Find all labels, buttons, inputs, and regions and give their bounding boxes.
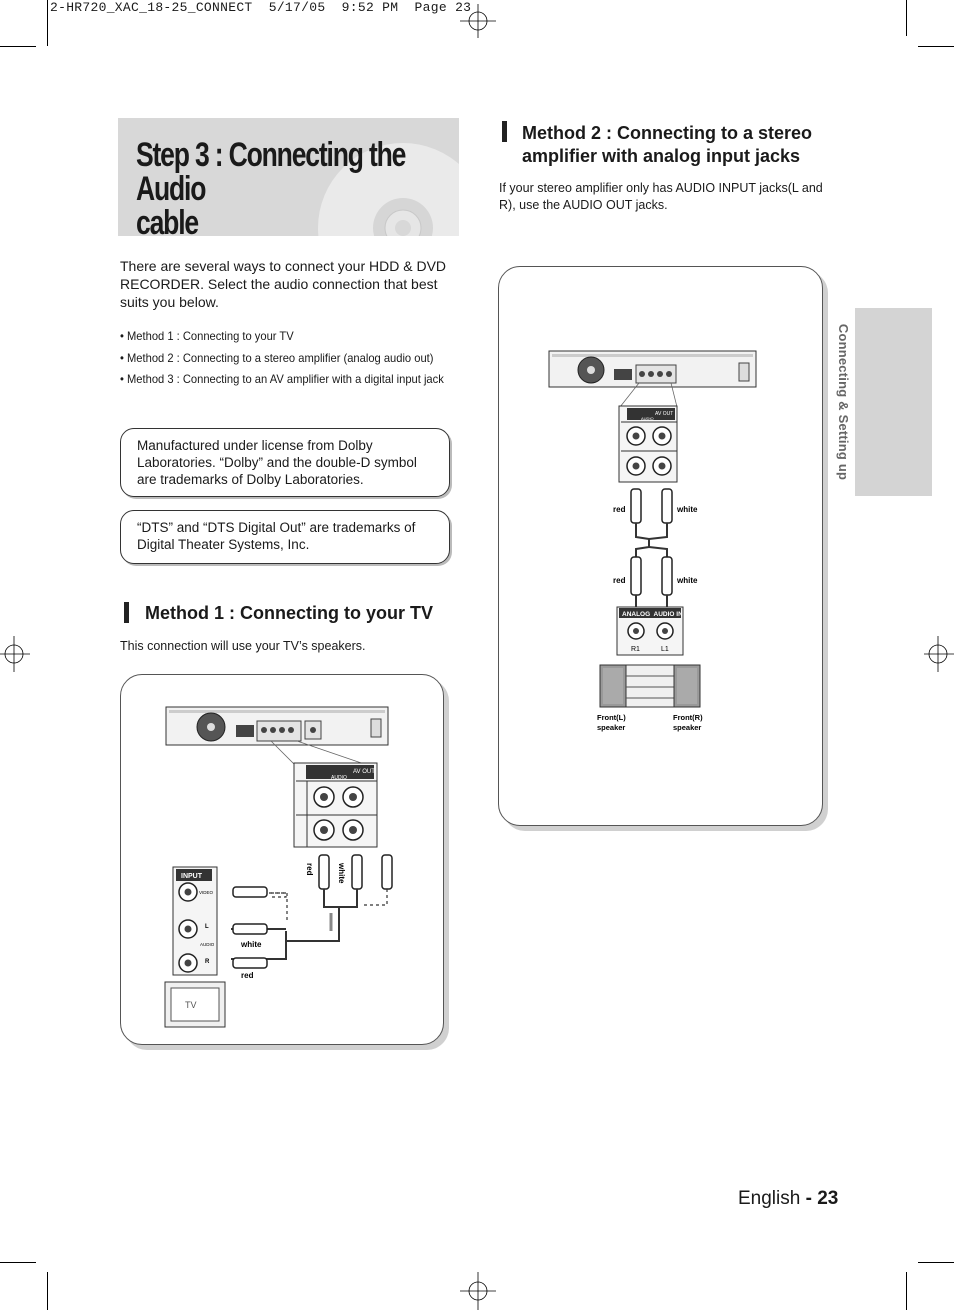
jack-l-label: L [205,924,209,930]
jack-audio-label: AUDIO [200,942,215,947]
white-label-top: white [677,505,698,514]
crop-mark [0,46,36,47]
white-label: white [241,940,262,949]
registration-mark [0,636,30,672]
list-item: • Method 2 : Connecting to a stereo amplifier (analog audio out) [120,350,434,365]
rca-plug-red [631,557,641,595]
cable-white-label: white [337,863,346,884]
registration-mark [924,636,954,672]
red-label: red [241,971,254,980]
method1-diagram [120,674,444,1045]
intro-paragraph: There are several ways to connect your HDD & DVD RECORDER. Select the audio connection that best suits you below. [120,258,447,310]
front-right-sub: speaker [673,723,702,732]
crop-mark [47,1272,48,1310]
dolby-note [120,428,450,497]
dts-note-text: “DTS” and “DTS Digital Out” are trademarks of Digital Theater Systems, Inc. [137,520,416,552]
print-slug: 2-HR720_XAC_18-25_CONNECT 5/17/05 9:52 PM Page 23 [50,0,472,15]
method1-heading: Method 1 : Connecting to your TV [145,603,433,623]
crop-mark [47,0,48,46]
list-item: • Method 1 : Connecting to your TV [120,329,294,343]
section-tab-label: Connecting & Setting up [836,323,851,481]
registration-mark [460,1272,496,1310]
analog-audio-in-label: ANALOG AUDIO IN [622,611,683,618]
method2-connection-diagram [499,267,824,827]
rca-plug-red [631,489,641,523]
av-out-label: AV OUT [655,411,674,417]
rca-plug-red [319,855,329,889]
dolby-note-text: Manufactured under license from Dolby Laboratories. “Dolby” and the double-D symbol are trademarks of Dolby Laboratories. [137,438,417,487]
rca-plug-video [382,855,392,889]
rca-plug-white [352,855,362,889]
crop-mark [906,0,907,36]
red-label-bottom: red [613,576,626,585]
input-label: INPUT [181,873,202,880]
language-label: English [738,1188,801,1209]
method-list [120,326,466,391]
crop-mark [918,1262,954,1263]
crop-mark [0,1262,36,1263]
l1-label: L1 [661,646,669,653]
av-out-label: AV OUT [353,769,375,775]
method1-connection-diagram [121,675,445,1046]
cable-red-label: red [305,863,314,876]
crop-mark [918,46,954,47]
list-item: • Method 3 : Connecting to an AV amplifier with a digital input jack [120,372,444,386]
rca-plug-white [662,489,672,523]
section-marker [502,121,507,142]
method2-heading: Method 2 : Connecting to a stereo amplifier with analog input jacks [522,123,813,166]
audio-label: AUDIO [331,775,347,781]
section-tab [836,308,932,496]
method2-diagram [498,266,823,826]
crop-mark [906,1272,907,1310]
audio-label: AUDIO [641,416,654,421]
section-marker [124,602,129,623]
white-label-bottom: white [677,576,698,585]
page-title: Step 3 : Connecting the Audio cable [136,136,406,242]
page-separator: - [800,1188,818,1209]
front-left-sub: speaker [597,723,626,732]
method2-description: If your stereo amplifier only has AUDIO INPUT jacks(L and R), use the AUDIO OUT jacks. [499,181,823,212]
video-label: VIDEO [199,890,214,895]
front-right-label: Front(R) [673,713,703,722]
front-left-label: Front(L) [597,713,626,722]
red-label-top: red [613,505,626,514]
r1-label: R1 [631,646,640,653]
jack-r-label: R [205,959,210,965]
method1-description: This connection will use your TV’s speakers. [120,639,366,653]
amplifier-icon [626,665,674,707]
dts-note [120,510,450,564]
tv-label: TV [185,1000,197,1010]
page-number [738,1188,838,1210]
rca-plug-white [662,557,672,595]
page-number-value: 23 [817,1188,839,1209]
